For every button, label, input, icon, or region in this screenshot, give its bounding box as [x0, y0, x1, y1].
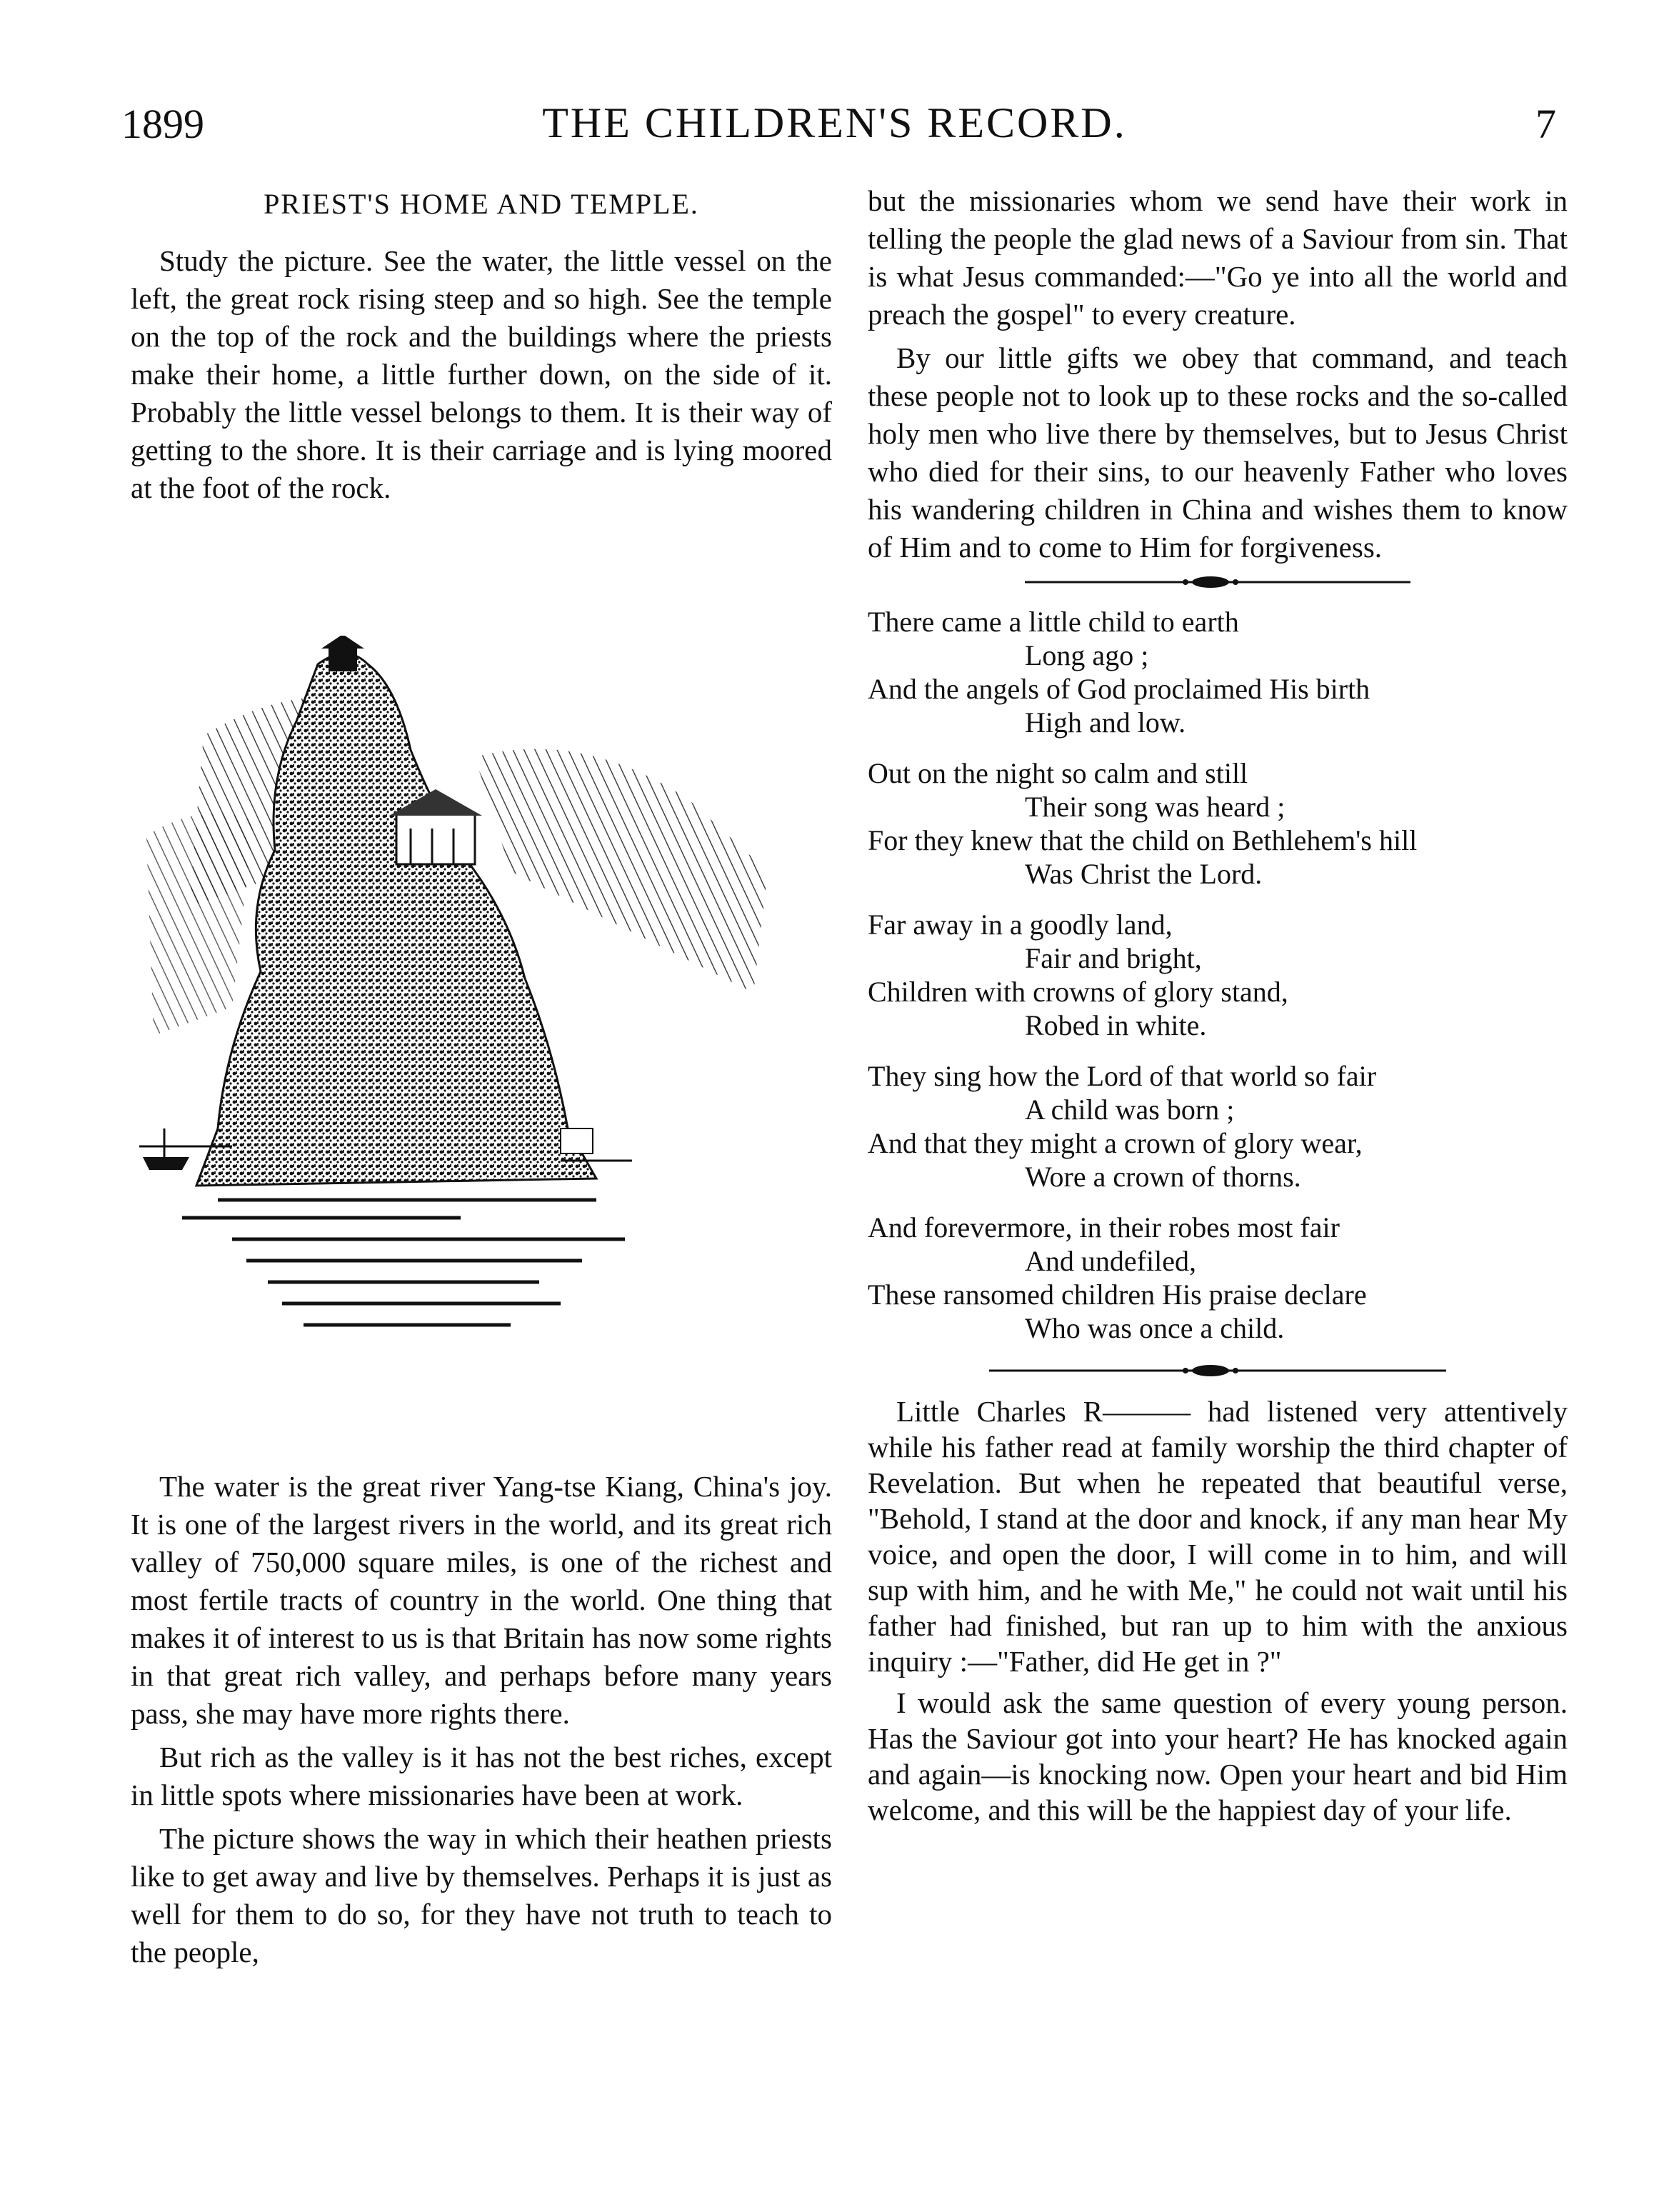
poem-line: Was Christ the Lord. [1025, 858, 1263, 890]
poem-line: Out on the night so calm and still [868, 757, 1248, 789]
poem-stanza [868, 605, 1568, 739]
poem-line: High and low. [1025, 706, 1186, 739]
rock-temple-illustration [139, 636, 832, 1407]
page-number: 7 [1535, 101, 1556, 147]
left-column [131, 187, 832, 507]
article-title: PRIEST'S HOME AND TEMPLE. [264, 188, 699, 220]
poem-stanza [868, 908, 1568, 1042]
poem-line: Long ago ; [1025, 639, 1149, 671]
poem-line: Their song was heard ; [1025, 791, 1285, 823]
poem-line: Fair and bright, [1025, 942, 1202, 974]
poem-line: Wore a crown of thorns. [1025, 1161, 1301, 1193]
poem [868, 605, 1568, 1345]
poem-line: And the angels of God proclaimed His birth [868, 673, 1370, 705]
poem-line: And undefiled, [1025, 1245, 1196, 1277]
priests-paragraph: The picture shows the way in which their heathen priests like to get away and live by themselves. Perhaps it is just as well for them to do so, for they have not truth to teach to the people, [131, 1822, 832, 1968]
gifts-paragraph: By our little gifts we obey that command, and teach these people not to look up to these rocks and the so-called holy men who live there by themselves, but to Jesus Christ who died for their sins, to our heavenly Father who loves his wandering children in China and wishes them to know of Him and to come to Him for forgiveness. [868, 341, 1568, 564]
poem-line: For they knew that the child on Bethlehem's hill [868, 824, 1418, 856]
poem-line: And that they might a crown of glory wear, [868, 1127, 1363, 1159]
poem-line: Who was once a child. [1025, 1312, 1285, 1344]
ornamental-rule-bottom [989, 1362, 1446, 1379]
left-column-lower [131, 1468, 832, 1971]
header-title: THE CHILDREN'S RECORD. [542, 99, 1127, 146]
poem-line: These ransomed children His praise declare [868, 1278, 1367, 1311]
page-header [0, 86, 1669, 157]
intro-paragraph: Study the picture. See the water, the little vessel on the left, the great rock rising steep and so high. See the temple on the top of the rock and the buildings where the priests make their home, a little further down, on the side of it. Probably the little vessel belongs to them. It is their way of getting to the shore. It is their carriage and is lying moored at the foot of the rock. [131, 244, 832, 504]
story-paragraph: Little Charles R——— had listened very attentively while his father read at family worship the third chapter of Revelation. But when he repeated that beautiful verse, "Behold, I stand at the door and knock, if any man hear My voice, and open the door, I will come in to him, and will sup with him, and he with Me," he could not wait until his father had finished, but ran up to him with the anxious inquiry :—"Father, did He get in ?" [868, 1395, 1568, 1678]
poem-line: Children with crowns of glory stand, [868, 976, 1288, 1008]
poem-line: And forevermore, in their robes most fair [868, 1211, 1340, 1243]
header-year: 1899 [121, 101, 204, 147]
poem-line: They sing how the Lord of that world so fair [868, 1060, 1377, 1092]
poem-stanza [868, 756, 1568, 891]
engraving-rock-temple-river-icon [139, 636, 832, 1407]
poem-line: Robed in white. [1025, 1009, 1207, 1041]
charles-story [868, 1393, 1568, 1828]
missionaries-paragraph: but the missionaries whom we send have their work in telling the people the glad news of a Saviour from sin. That is what Jesus commanded:—"Go ye into all the world and preach the gospel" to every creature. [868, 184, 1568, 331]
poem-stanza [868, 1059, 1568, 1193]
river-paragraph: The water is the great river Yang-tse Kiang, China's joy. It is one of the largest rivers in the world, and its great rich valley of 750,000 square miles, is one of the richest and most fertile tracts of country in the world. One thing that makes it of interest to us is that Britain has now some rights in that great rich valley, and perhaps before many years pass, she may have more rights there. [131, 1470, 832, 1730]
poem-line: A child was born ; [1025, 1094, 1235, 1126]
poem-stanza [868, 1211, 1568, 1345]
right-column [868, 182, 1568, 1828]
poem-line: There came a little child to earth [868, 606, 1239, 638]
riches-paragraph: But rich as the valley is it has not the best riches, except in little spots where missionaries have been at work. [131, 1741, 832, 1811]
ornamental-rule-top [1025, 574, 1410, 591]
poem-line: Far away in a goodly land, [868, 909, 1173, 941]
story-paragraph: I would ask the same question of every young person. Has the Saviour got into your heart? He has knocked again and again—is knocking now. Open your heart and bid Him welcome, and this will be the happiest day of your life. [868, 1686, 1568, 1826]
